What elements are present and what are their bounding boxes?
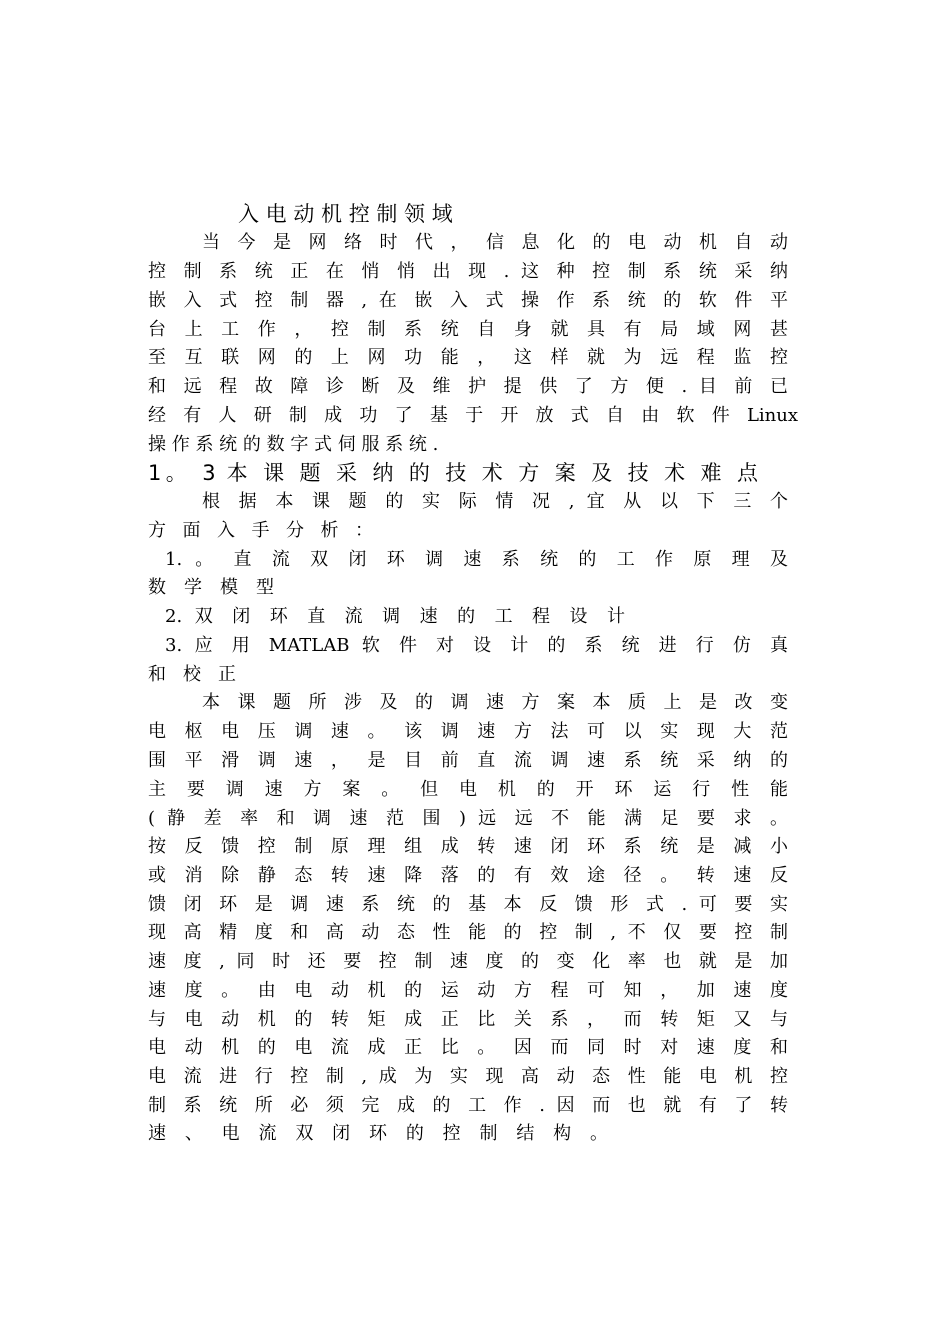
paragraph-line: 制 系 统 所 必 须 完 成 的 工 作 . 因 而 也 就 有 了 转 (148, 1095, 788, 1116)
paragraph-line: 根 据 本 课 题 的 实 际 情 况 , 宜 从 以 下 三 个 (202, 491, 788, 512)
paragraph-line: 主 要 调 速 方 案 。 但 电 机 的 开 环 运 行 性 能 (148, 779, 788, 800)
paragraph-line: 电 动 机 的 电 流 成 正 比 。 因 而 同 时 对 速 度 和 (148, 1037, 788, 1058)
paragraph-line: 电 流 进 行 控 制 , 成 为 实 现 高 动 态 性 能 电 机 控 (148, 1066, 788, 1087)
paragraph-line: 现 高 精 度 和 高 动 态 性 能 的 控 制 , 不 仅 要 控 制 (148, 922, 788, 943)
paragraph-line: 本 课 题 所 涉 及 的 调 速 方 案 本 质 上 是 改 变 (202, 692, 788, 713)
paragraph-line: 方 面 入 手 分 析 ： (148, 520, 373, 541)
section-heading-continued: 入 电 动 机 控 制 领 域 (238, 202, 453, 226)
paragraph-line: 或 消 除 静 态 转 速 降 落 的 有 效 途 径 。 转 速 反 (148, 865, 788, 886)
paragraph-line: 速 度 , 同 时 还 要 控 制 速 度 的 变 化 率 也 就 是 加 (148, 951, 788, 972)
list-item: 2. 双 闭 环 直 流 调 速 的 工 程 设 计 (165, 606, 625, 627)
list-item: 1. 。 直 流 双 闭 环 调 速 系 统 的 工 作 原 理 及 (165, 549, 788, 570)
paragraph-line: 和 远 程 故 障 诊 断 及 维 护 提 供 了 方 便 . 目 前 已 (148, 376, 788, 397)
paragraph-line: 与 电 动 机 的 转 矩 成 正 比 关 系 ， 而 转 矩 又 与 (148, 1009, 788, 1030)
paragraph-line: 速 度 。 由 电 动 机 的 运 动 方 程 可 知 ， 加 速 度 (148, 980, 788, 1001)
list-item: 3. 应 用 MATLAB 软 件 对 设 计 的 系 统 进 行 仿 真 (165, 635, 788, 656)
paragraph-line: 嵌 入 式 控 制 器 , 在 嵌 入 式 操 作 系 统 的 软 件 平 (148, 290, 788, 311)
paragraph-line: 按 反 馈 控 制 原 理 组 成 转 速 闭 环 系 统 是 减 小 (148, 836, 788, 857)
paragraph-line: 电 枢 电 压 调 速 。 该 调 速 方 法 可 以 实 现 大 范 (148, 721, 788, 742)
paragraph-line: 围 平 滑 调 速 ， 是 目 前 直 流 调 速 系 统 采 纳 的 (148, 750, 788, 771)
paragraph-line: 馈 闭 环 是 调 速 系 统 的 基 本 反 馈 形 式 . 可 要 实 (148, 894, 788, 915)
paragraph-line: 至 互 联 网 的 上 网 功 能 ， 这 样 就 为 远 程 监 控 (148, 347, 788, 368)
paragraph-line: 经 有 人 研 制 成 功 了 基 于 开 放 式 自 由 软 件 Linux (148, 405, 798, 426)
paragraph-line: 速 、 电 流 双 闭 环 的 控 制 结 构 。 (148, 1123, 608, 1144)
paragraph-line: ( 静 差 率 和 调 速 范 围 ) 远 远 不 能 满 足 要 求 。 (148, 808, 788, 829)
paragraph-line: 台 上 工 作 ， 控 制 系 统 自 身 就 具 有 局 域 网 甚 (148, 319, 788, 340)
section-heading: 1。 3 本 课 题 采 纳 的 技 术 方 案 及 技 术 难 点 (148, 461, 758, 485)
list-item-continuation: 数 学 模 型 (148, 577, 274, 598)
list-item-continuation: 和 校 正 (148, 664, 236, 685)
paragraph-line: 当 今 是 网 络 时 代 ， 信 息 化 的 电 动 机 自 动 (202, 232, 788, 253)
paragraph-line: 控 制 系 统 正 在 悄 悄 出 现 . 这 种 控 制 系 统 采 纳 (148, 261, 788, 282)
paragraph-line: 操 作 系 统 的 数 字 式 伺 服 系 统 . (148, 434, 439, 455)
